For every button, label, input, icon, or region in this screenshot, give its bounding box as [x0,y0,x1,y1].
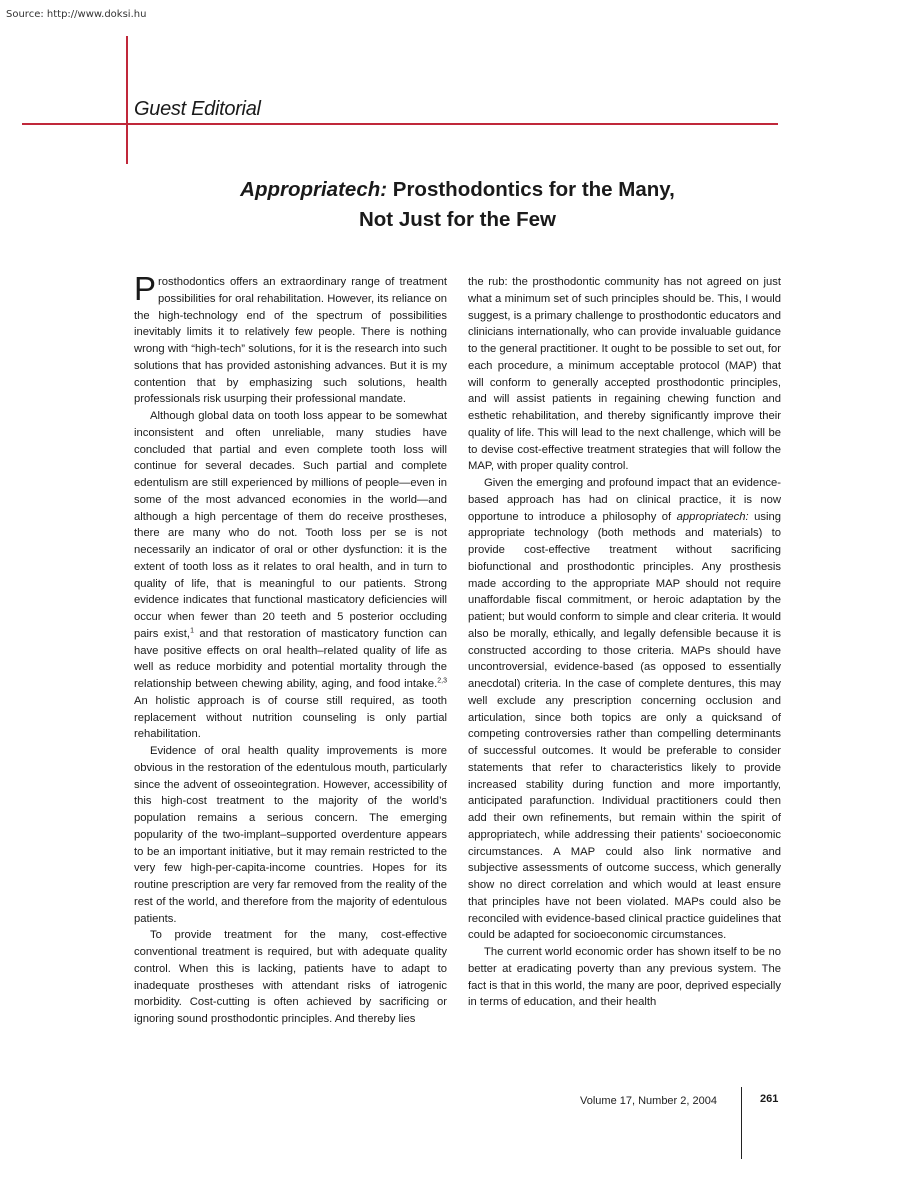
paragraph [468,475,781,944]
red-vertical-rule [126,36,128,164]
section-heading: Guest Editorial [134,98,261,120]
title-italic: Appropriatech: [240,178,388,201]
footnote-ref: 2,3 [437,677,447,685]
paragraph-text: rosthodontics offers an extraordinary range of treatment possibilities for oral rehabilitation. However, its reliance on the high-technology end of the spectrum of possibilities inevitably limits it to relatively few people. There is nothing wrong with “high-tech” solutions, for it is the research into such solutions that has provided astonishing advances. But it is my contention that by emphasizing such solutions, health professionals risk usurping their professional mandate. [134,276,447,406]
paragraph-text: Although global data on tooth loss appear to be somewhat inconsistent and often unreliable, many studies have concluded that partial and even complete tooth loss will continue for several decades. Such partial and complete edentulism are still experienced by millions of people—even in some of the most advanced economies in the world—and although a high percentage of them do receive prostheses, there are many who do not. Tooth loss per se is not necessarily an indicator of oral or other dysfunction: it is the extent of tooth loss as it relates to oral health, and in turn to quality of life, that is meaningful to our patients. Strong evidence indicates that functional masticatory deficiencies will occur when fewer than 20 teeth and 5 posterior occluding pairs exist, [134,410,447,640]
paragraph [134,408,447,743]
paragraph: The current world economic order has shown itself to be no better at eradicating poverty than any previous system. The fact is that in this world, the many are poor, deprived especially in terms of education, and their health [468,946,781,1009]
title-line2: Not Just for the Few [358,208,557,231]
volume-info: Volume 17, Number 2, 2004 [580,1095,717,1107]
paragraph [134,270,447,408]
paragraph: Evidence of oral health quality improvements is more obvious in the restoration of the edentulous mouth, particularly since the advent of osseointegration. However, accessibility of this high-cost treatment to the majority of the world’s population remains a serious concern. The emerging popularity of the two-implant–supported overdenture appears to be an important initiative, but it may remain restricted to the very few high-per-capita-income countries. Hopes for its routine prescription are very far removed from the reality of the rest of the world, and therefore from the majority of edentulous patients. [134,745,447,925]
drop-cap: P [134,270,157,307]
page-number: 261 [760,1093,779,1105]
red-horizontal-rule [22,123,778,125]
paragraph-text: using appropriate technology (both methods and materials) to provide cost-effective treatment without sacrificing biofunctional and prosthodontic principles. Any prosthesis made according to the appropriate MAP should not require unaffordable fiscal commitment, or heroic adaptation by the patient; but would conform to simple and clear criteria. It would also be morally, ethically, and legally defensible because it is constructed according to those criteria. MAPs should have uncontroversial, evidence-based (as opposed to essentially anecdotal) criteria. In the case of complete dentures, this may well exclude any prescription concerning occlusion and articulation, since both topics are only a quicksand of competing controversies rather than compelling determinants of successful outcomes. It would be preferable to consider statements that refer to characteristics likely to provide increased stability during function and more importantly, anticipated parafunction. Individual practitioners could then add their own refinements, but remain within the spirit of appropriatech, while addressing their patients’ socioeconomic circumstances. A MAP could also link normative and subjective assessments of outcome success, which generally show no direct correlation and which would at least ensure that principles have not been violated. MAPs could also be reconciled with evidence-based clinical practice guidelines that could be adapted for socioeconomic circumstances. [468,510,781,942]
paragraph: the rub: the prosthodontic community has not agreed on just what a minimum set of such principles should be. This, I would suggest, is a primary challenge to prosthodontic educators and clinicians internationally, who can provide invaluable guidance to the general practitioner. It ought to be possible to set out, for each procedure, a minimum acceptable protocol (MAP) that will conform to generally accepted prosthodontic principles, and will assist patients in regaining chewing function and esthetic rehabilitation, and thereby significantly improve their quality of life. This will lead to the next challenge, which will be to devise cost-effective treatment strategies that will follow the MAP, with proper quality control. [468,276,781,473]
paragraph-text: and that restoration of masticatory function can have positive effects on oral health–related quality of life as well as reduce morbidity and potential mortality through the relationship between chewing ability, aging, and food intake. [134,627,447,690]
right-column [468,274,781,1011]
footnote-ref: 1 [190,627,194,634]
article-title [150,175,765,235]
paragraph-text: Given the emerging and profound impact that an evidence-based approach has had on clinical practice, it is now opportune to introduce a philosophy of [468,477,781,523]
source-url: Source: http://www.doksi.hu [6,9,147,20]
italic-term: appropriatech: [676,510,749,523]
left-column [134,270,447,1028]
title-main: Prosthodontics for the Many, [387,178,675,201]
paragraph-text: An holistic approach is of course still required, as tooth replacement without nutrition counseling is only partial rehabilitation. [134,694,447,741]
footer-divider [741,1087,742,1159]
paragraph: To provide treatment for the many, cost-effective conventional treatment is required, but with adequate quality control. When this is lacking, patients have to adapt to inadequate prostheses with attendant risks of iatrogenic morbidity. Cost-cutting is often achieved by sacrificing or ignoring sound prosthodontic principles. And thereby lies [134,929,447,1025]
